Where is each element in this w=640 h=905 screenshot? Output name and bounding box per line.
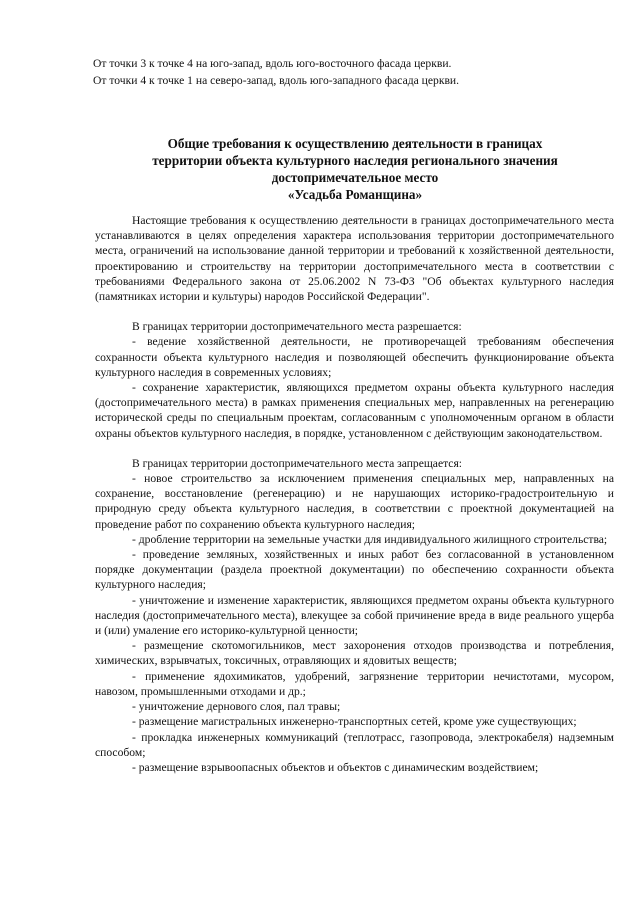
allowed-item: - ведение хозяйственной деятельности, не противоречащей требованиям обеспечения сохранности объекта культурного наследия и позволяющей обеспечить функционирование объекта культурного наследия в современных условиях; — [95, 335, 614, 379]
allowed-item: - сохранение характеристик, являющихся предметом охраны объекта культурного наследия (достопримечательного места) в рамках применения специальных мер, направленных на регенерацию исторической среды по специальным проектам, согласованным с уполномоченным органом в области охраны объектов культурного наследия, в порядке, установленном с действующим законодательством. — [95, 381, 614, 440]
title-line: достопримечательное место — [271, 170, 439, 185]
forbidden-item: - проведение земляных, хозяйственных и иных работ без согласованной в установленном порядке документации (раздела проектной документации) по обеспечению сохранности объекта культурного наследия; — [95, 548, 614, 592]
title-line: Общие требования к осуществлению деятельности в границах — [167, 136, 543, 151]
allowed-heading: В границах территории достопримечательного места разрешается: — [132, 320, 462, 334]
boundary-line: От точки 3 к точке 4 на юго-запад, вдоль юго-восточного фасада церкви. — [93, 57, 452, 70]
forbidden-item: - прокладка инженерных коммуникаций (теплотрасс, газопровода, электрокабеля) надземным способом; — [95, 730, 614, 759]
boundary-line: От точки 4 к точке 1 на северо-запад, вдоль юго-западного фасада церкви. — [93, 74, 460, 87]
boundary-description — [93, 55, 613, 89]
forbidden-heading: В границах территории достопримечательного места запрещается: — [132, 456, 462, 470]
section-title — [95, 135, 615, 203]
forbidden-item: - уничтожение дернового слоя, пал травы; — [132, 700, 341, 714]
intro-paragraph: Настоящие требования к осуществлению деятельности в границах достопримечательного места устанавливаются в целях определения характера использования территории достопримечательного места, ограничений на использование данной территории и требований к хозяйственной деятельности, проектированию и строительству на территории достопримечательного места в соответствии с требованиями Федерального закона от 25.06.2002 N 73-ФЗ "Об объектах культурного наследия (памятниках истории и культуры) народов Российской Федерации". — [95, 214, 614, 304]
title-line: территории объекта культурного наследия регионального значения — [152, 153, 558, 168]
forbidden-item: - размещение взрывоопасных объектов и объектов с динамическим воздействием; — [132, 760, 539, 774]
forbidden-item: - уничтожение и изменение характеристик, являющихся предметом охраны объекта культурного наследия (достопримечательного места), влекущее за собой причинение вреда в виде реального ущерба и (или) умаление его историко-культурной ценности; — [95, 593, 614, 638]
forbidden-item: - размещение скотомогильников, мест захоронения отходов производства и потребления, химических, взрывчатых, токсичных, отравляющих и ядовитых веществ; — [95, 639, 614, 668]
forbidden-item: - дробление территории на земельные участки для индивидуального жилищного строительства; — [132, 532, 608, 546]
forbidden-item: - новое строительство за исключением применения специальных мер, направленных на сохранение, восстановление (регенерацию) и не нарушающих историко-градостроительную и природную среду объекта культурного наследия, в соответствии с проектной документацией на проведение работ по сохранению объекта культурного наследия; — [95, 472, 614, 531]
forbidden-item: - размещение магистральных инженерно-транспортных сетей, кроме уже существующих; — [132, 715, 577, 729]
forbidden-item: - применение ядохимикатов, удобрений, загрязнение территории нечистотами, мусором, навозом, промышленными отходами и др.; — [95, 669, 614, 698]
title-line: «Усадьба Романщина» — [287, 187, 423, 202]
document-body — [95, 213, 614, 775]
